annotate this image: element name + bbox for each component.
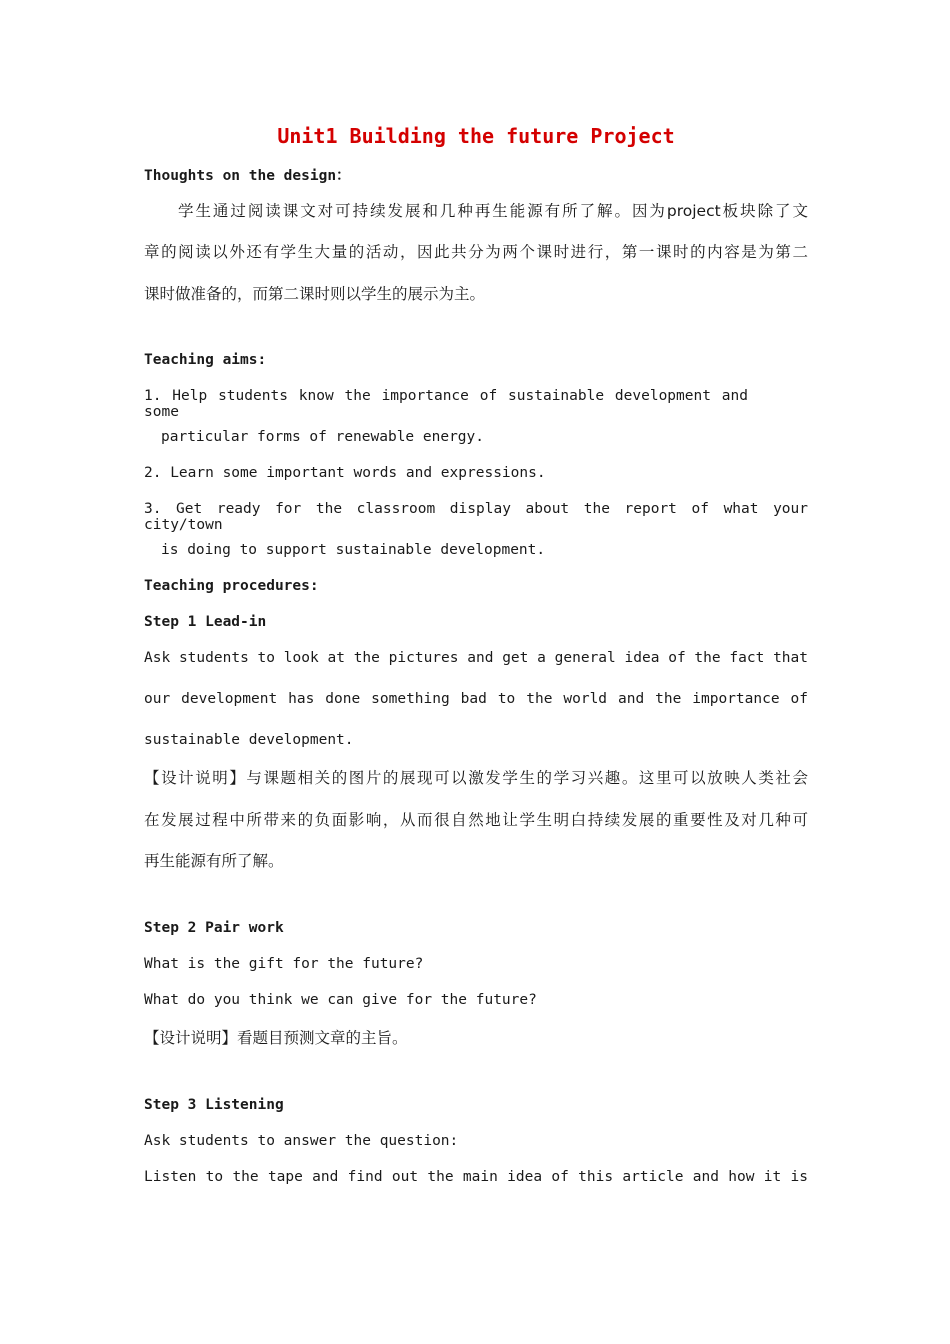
step-3-heading: Step 3 Listening [144, 1097, 284, 1113]
aims-heading: Teaching aims: [144, 352, 267, 368]
step-2-question-1: What is the gift for the future? [144, 956, 424, 972]
aim-3-line-2: is doing to support sustainable development. [161, 542, 546, 558]
aim-1-line-1: 1. Help students know the importance of sustainable development and some [144, 388, 748, 420]
procedures-heading: Teaching procedures: [144, 578, 319, 594]
page-title: Unit1 Building the future Project [277, 124, 675, 148]
step-3-line-1: Ask students to answer the question: [144, 1133, 459, 1149]
step-1-line-1: Ask students to look at the pictures and get a general idea of the fact that [144, 650, 808, 666]
aim-2: 2. Learn some important words and expressions. [144, 465, 546, 481]
step-1-line-2: our development has done something bad to the world and the importance of [144, 691, 808, 707]
step-1-line-3: sustainable development. [144, 732, 354, 748]
step-2-question-2: What do you think we can give for the future? [144, 992, 537, 1008]
step-2-note: 【设计说明】看题目预测文章的主旨。 [144, 1029, 408, 1047]
step-3-line-2: Listen to the tape and find out the main idea of this article and how it is [144, 1169, 808, 1185]
step-1-note-line-3: 再生能源有所了解。 [144, 852, 284, 870]
design-paragraph-line-3: 课时做准备的，而第二课时则以学生的展示为主。 [144, 285, 486, 303]
step-1-note-line-2: 在发展过程中所带来的负面影响，从而很自然地让学生明白持续发展的重要性及对几种可 [144, 811, 808, 829]
aim-1-line-2: particular forms of renewable energy. [161, 429, 485, 445]
design-paragraph-line-1: 学生通过阅读课文对可持续发展和几种再生能源有所了解。因为project板块除了文 [178, 202, 808, 220]
design-paragraph-line-2: 章的阅读以外还有学生大量的活动，因此共分为两个课时进行，第一课时的内容是为第二 [144, 243, 808, 261]
step-1-heading: Step 1 Lead-in [144, 614, 267, 630]
step-2-heading: Step 2 Pair work [144, 920, 284, 936]
aim-3-line-1: 3. Get ready for the classroom display about the report of what your city/town [144, 501, 808, 533]
design-heading: Thoughts on the design： [144, 168, 351, 184]
step-1-note-line-1: 【设计说明】与课题相关的图片的展现可以激发学生的学习兴趣。这里可以放映人类社会 [144, 769, 808, 787]
